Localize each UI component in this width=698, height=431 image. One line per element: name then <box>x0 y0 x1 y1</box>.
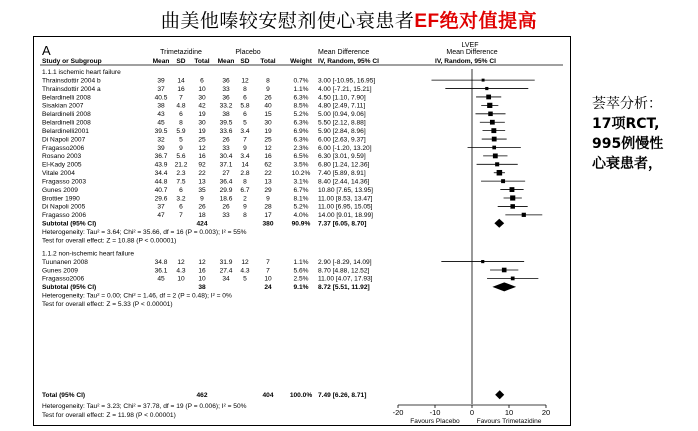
treatment-total: 10 <box>198 85 206 93</box>
placebo-total: 28 <box>264 203 272 211</box>
treatment-mean: 29.6 <box>154 195 168 203</box>
study-name: Fragasso 2003 <box>42 178 86 186</box>
weight: 5.6% <box>293 267 309 275</box>
placebo-sd: 2.8 <box>240 170 250 178</box>
side-note-line-2: 17项RCT, <box>592 116 660 132</box>
treatment-sd: 8 <box>179 119 183 127</box>
favours-right-label: Favours Trimetazidine <box>476 418 542 425</box>
study-name: Vitale 2004 <box>42 170 75 178</box>
placebo-total: 29 <box>264 186 272 194</box>
weight: 9.1% <box>293 284 309 292</box>
point-estimate-square <box>487 103 492 108</box>
column-header: IV, Random, 95% CI <box>318 58 379 65</box>
placebo-sd: 8 <box>243 85 247 93</box>
treatment-mean: 36.7 <box>154 153 168 161</box>
study-name: Fragasso 2006 <box>42 212 86 220</box>
treatment-total: 462 <box>196 392 208 399</box>
treatment-mean: 43.9 <box>154 161 168 169</box>
treatment-total: 10 <box>198 275 206 283</box>
study-name: Gunes 2009 <box>42 186 78 194</box>
placebo-sd: 3.4 <box>240 127 250 135</box>
treatment-total: 26 <box>198 203 206 211</box>
placebo-mean: 36 <box>222 94 230 102</box>
placebo-sd: 8 <box>243 212 247 220</box>
treatment-total: 13 <box>198 178 206 186</box>
placebo-sd: 3.4 <box>240 153 250 161</box>
weight: 6.5% <box>293 153 309 161</box>
point-estimate-square <box>492 146 496 150</box>
point-estimate-square <box>481 260 484 263</box>
study-name: Tuunanen 2008 <box>42 258 88 266</box>
placebo-sd: 9 <box>243 203 247 211</box>
placebo-mean: 26 <box>222 203 230 211</box>
treatment-mean: 38 <box>157 102 165 110</box>
placebo-mean: 27.4 <box>219 267 233 275</box>
point-estimate-square <box>510 187 515 192</box>
panel-label: A <box>42 43 51 58</box>
weight: 3.1% <box>293 178 309 186</box>
placebo-mean: 31.9 <box>219 258 233 266</box>
weight: 10.2% <box>291 170 311 178</box>
treatment-sd: 7.5 <box>176 178 186 186</box>
placebo-sd: 6.7 <box>240 186 250 194</box>
favours-left-label: Favours Placebo <box>410 418 460 425</box>
effect-ci-text: 7.40 [5.89, 8.91] <box>318 170 366 178</box>
effect-ci-text: 5.00 [0.94, 9.06] <box>318 111 366 119</box>
side-note-line-4: 心衰患者， <box>592 156 662 172</box>
placebo-mean: 39.5 <box>219 119 233 127</box>
study-name: Fragasso2006 <box>42 275 85 283</box>
subtotal-label: Subtotal (95% CI) <box>42 284 97 292</box>
placebo-sd: 9 <box>243 144 247 152</box>
heterogeneity-text: Heterogeneity: Tau² = 3.64; Chi² = 35.66, df = 16 (P = 0.003); I² = 55% <box>42 228 247 236</box>
placebo-total: 40 <box>264 102 272 110</box>
summary-diamond <box>494 219 504 228</box>
study-name: Thrainsdottir 2004 b <box>42 77 101 85</box>
placebo-sd: 7 <box>243 136 247 144</box>
weight: 5.2% <box>293 111 309 119</box>
study-name: El-Kady 2005 <box>42 161 82 169</box>
placebo-total: 19 <box>264 127 272 135</box>
weight: 90.9% <box>291 220 311 228</box>
weight: 2.5% <box>293 275 309 283</box>
placebo-sd: 12 <box>241 258 249 266</box>
slide-title-highlight: EF绝对值提高 <box>414 11 538 32</box>
treatment-sd: 10 <box>177 275 185 283</box>
outcome-label: LVEF <box>461 42 479 49</box>
overall-effect-test: Test for overall effect: Z = 5.33 (P < 0.00001) <box>42 300 173 308</box>
column-header: SD <box>176 58 186 65</box>
treatment-sd: 5.6 <box>176 153 186 161</box>
placebo-total: 62 <box>264 161 272 169</box>
point-estimate-square <box>485 87 488 90</box>
placebo-mean: 37.1 <box>219 161 233 169</box>
x-tick-label: 0 <box>469 408 475 417</box>
point-estimate-square <box>511 277 515 281</box>
treatment-mean: 43 <box>157 111 165 119</box>
placebo-total: 15 <box>264 111 272 119</box>
placebo-sd: 6 <box>243 94 247 102</box>
placebo-sd: 5 <box>243 275 247 283</box>
placebo-total: 404 <box>262 392 274 399</box>
weight: 6.3% <box>293 136 309 144</box>
treatment-total: 92 <box>198 161 206 169</box>
effect-ci-text: 8.40 [2.44, 14.36] <box>318 178 370 186</box>
treatment-sd: 6 <box>179 203 183 211</box>
treatment-total: 42 <box>198 102 206 110</box>
treatment-total: 25 <box>198 136 206 144</box>
point-estimate-square <box>497 170 503 176</box>
treatment-sd: 12 <box>177 258 185 266</box>
placebo-mean: 33.2 <box>219 102 233 110</box>
effect-ci-text: 7.49 [6.26, 8.71] <box>318 392 367 399</box>
study-name: Fragasso2006 <box>42 144 85 152</box>
placebo-mean: 33 <box>222 85 230 93</box>
placebo-total: 26 <box>264 94 272 102</box>
study-name: Gunes 2009 <box>42 267 78 275</box>
placebo-total: 8 <box>266 77 270 85</box>
treatment-total: 35 <box>198 186 206 194</box>
column-header: Total <box>260 58 276 65</box>
treatment-mean: 39 <box>157 144 165 152</box>
placebo-mean: 38 <box>222 111 230 119</box>
treatment-sd: 21.2 <box>174 161 188 169</box>
column-header: Mean <box>152 58 170 65</box>
point-estimate-square <box>482 79 485 82</box>
placebo-sd: 2 <box>243 195 247 203</box>
point-estimate-square <box>486 95 491 100</box>
treatment-sd: 2.3 <box>176 170 186 178</box>
column-header: SD <box>240 58 250 65</box>
placebo-total: 12 <box>264 144 272 152</box>
placebo-sd: 14 <box>241 161 249 169</box>
effect-ci-text: 6.00 [2.63, 9.37] <box>318 136 366 144</box>
treatment-mean: 44.8 <box>154 178 168 186</box>
effect-ci-text: 4.50 [1.10, 7.90] <box>318 94 366 102</box>
study-name: Di Napoli 2005 <box>42 203 86 211</box>
placebo-sd: 4.3 <box>240 267 250 275</box>
subgroup-title: 1.1.2 non-ischemic heart failure <box>42 250 134 258</box>
control-group-header: Placebo <box>235 49 261 56</box>
weight: 100.0% <box>289 392 313 399</box>
weight: 1.1% <box>293 258 309 266</box>
column-header: Total <box>194 58 210 65</box>
placebo-total: 7 <box>266 258 270 266</box>
treatment-total: 424 <box>196 220 208 228</box>
point-estimate-square <box>492 137 497 142</box>
placebo-total: 22 <box>264 170 272 178</box>
treatment-sd: 3.2 <box>176 195 186 203</box>
treatment-mean: 32 <box>157 136 165 144</box>
placebo-mean: 36 <box>222 77 230 85</box>
treatment-total: 19 <box>198 111 206 119</box>
effect-header-left: Mean Difference <box>318 49 370 56</box>
effect-ci-text: 11.00 [8.53, 13.47] <box>318 195 373 203</box>
point-estimate-square <box>522 213 526 217</box>
subtotal-label: Total (95% CI) <box>42 392 86 399</box>
study-name: Belardinelli 2008 <box>42 94 91 102</box>
point-estimate-square <box>501 179 505 183</box>
treatment-sd: 4.3 <box>176 267 186 275</box>
placebo-total: 7 <box>266 267 270 275</box>
treatment-total: 9 <box>200 195 204 203</box>
study-name: Sisakian 2007 <box>42 102 84 110</box>
placebo-sd: 12 <box>241 77 249 85</box>
summary-diamond <box>492 282 516 291</box>
treatment-mean: 40.7 <box>154 186 168 194</box>
treatment-mean: 34.8 <box>154 258 168 266</box>
weight: 6.3% <box>293 119 309 127</box>
treatment-total: 22 <box>198 170 206 178</box>
placebo-mean: 33.6 <box>219 127 233 135</box>
column-header: IV, Random, 95% CI <box>435 58 496 65</box>
treatment-mean: 39 <box>157 77 165 85</box>
placebo-mean: 36.4 <box>219 178 233 186</box>
study-name: Di Napoli 2007 <box>42 136 86 144</box>
study-name: Thrainsdottir 2004 a <box>42 85 101 93</box>
effect-ci-text: 11.00 [4.07, 17.93] <box>318 275 373 283</box>
placebo-total: 30 <box>264 119 272 127</box>
treatment-total: 30 <box>198 94 206 102</box>
placebo-mean: 26 <box>222 136 230 144</box>
study-name: Brottier 1990 <box>42 195 80 203</box>
treatment-sd: 5.9 <box>176 127 186 135</box>
placebo-total: 380 <box>262 220 274 228</box>
treatment-mean: 34.4 <box>154 170 168 178</box>
effect-ci-text: 6.80 [1.24, 12.36] <box>318 161 370 169</box>
placebo-total: 16 <box>264 153 272 161</box>
treatment-total: 16 <box>198 153 206 161</box>
treatment-mean: 45 <box>157 275 165 283</box>
study-name: Belardinelli 2008 <box>42 111 91 119</box>
x-tick-label: 10 <box>504 408 514 417</box>
treatment-sd: 14 <box>177 77 185 85</box>
effect-ci-text: 5.90 [2.84, 8.96] <box>318 127 366 135</box>
placebo-total: 25 <box>264 136 272 144</box>
overall-effect-test: Test for overall effect: Z = 10.88 (P < 0.00001) <box>42 237 177 245</box>
effect-ci-text: 11.00 [6.95, 15.05] <box>318 203 373 211</box>
weight: 1.1% <box>293 85 309 93</box>
placebo-mean: 34 <box>222 275 230 283</box>
effect-ci-text: 3.00 [-10.95, 16.95] <box>318 77 376 85</box>
study-name: Belardinelli2001 <box>42 127 89 135</box>
x-tick-label: -10 <box>429 408 441 417</box>
treatment-mean: 37 <box>157 85 165 93</box>
placebo-total: 9 <box>266 85 270 93</box>
weight: 2.3% <box>293 144 309 152</box>
study-name: Rosano 2003 <box>42 153 82 161</box>
effect-ci-text: 6.30 [3.01, 9.59] <box>318 153 366 161</box>
side-note <box>592 94 698 174</box>
placebo-sd: 5.8 <box>240 102 250 110</box>
column-header: Mean <box>217 58 235 65</box>
placebo-sd: 5 <box>243 119 247 127</box>
treatment-mean: 39.5 <box>154 127 168 135</box>
side-note-line-3: 995例慢性 <box>592 136 664 152</box>
treatment-sd: 7 <box>179 94 183 102</box>
heterogeneity-text: Heterogeneity: Tau² = 0.00; Chi² = 1.46, df = 2 (P = 0.48); I² = 0% <box>42 292 232 300</box>
effect-ci-text: 4.80 [2.49, 7.11] <box>318 102 366 110</box>
treatment-total: 16 <box>198 267 206 275</box>
treatment-total: 18 <box>198 212 206 220</box>
point-estimate-square <box>495 162 499 166</box>
treatment-sd: 9 <box>179 144 183 152</box>
treatment-mean: 40.5 <box>154 94 168 102</box>
effect-ci-text: 10.80 [7.65, 13.95] <box>318 186 373 194</box>
column-header: Weight <box>290 58 312 65</box>
effect-ci-text: 5.50 [2.12, 8.88] <box>318 119 366 127</box>
treatment-total: 19 <box>198 127 206 135</box>
effect-ci-text: 14.00 [9.01, 18.99] <box>318 212 373 220</box>
placebo-mean: 18.6 <box>219 195 233 203</box>
placebo-mean: 30.4 <box>219 153 233 161</box>
study-name: Belardinelli 2008 <box>42 119 91 127</box>
effect-ci-text: 8.70 [4.88, 12.52] <box>318 267 370 275</box>
placebo-mean: 27 <box>222 170 230 178</box>
treatment-total: 12 <box>198 258 206 266</box>
point-estimate-square <box>502 268 507 273</box>
treatment-total: 30 <box>198 119 206 127</box>
weight: 3.5% <box>293 161 309 169</box>
placebo-sd: 6 <box>243 111 247 119</box>
weight: 8.5% <box>293 102 309 110</box>
slide-title-text: 曲美他嗪较安慰剂使心衰患者 <box>160 10 415 32</box>
subtotal-label: Subtotal (95% CI) <box>42 220 97 228</box>
side-note-line-1: 荟萃分析： <box>592 96 662 112</box>
total-effect-test: Test for overall effect: Z = 11.98 (P < 0.00001) <box>42 412 176 419</box>
treatment-mean: 47 <box>157 212 165 220</box>
treatment-sd: 4.8 <box>176 102 186 110</box>
weight: 6.3% <box>293 94 309 102</box>
point-estimate-square <box>493 153 498 158</box>
treatment-sd: 16 <box>177 85 185 93</box>
treatment-total: 12 <box>198 144 206 152</box>
treatment-mean: 45 <box>157 119 165 127</box>
weight: 6.9% <box>293 127 309 135</box>
treatment-total: 6 <box>200 77 204 85</box>
effect-ci-text: 6.00 [-1.20, 13.20] <box>318 144 372 152</box>
point-estimate-square <box>490 120 495 125</box>
x-tick-label: -20 <box>392 408 404 417</box>
placebo-sd: 8 <box>243 178 247 186</box>
point-estimate-square <box>488 112 493 117</box>
effect-ci-text: 8.72 [5.51, 11.92] <box>318 284 370 292</box>
weight: 4.0% <box>293 212 309 220</box>
placebo-mean: 33 <box>222 144 230 152</box>
subgroup-title: 1.1.1 ischemic heart failure <box>42 69 121 76</box>
treatment-sd: 7 <box>179 212 183 220</box>
placebo-mean: 33 <box>222 212 230 220</box>
effect-ci-text: 4.00 [-7.21, 15.21] <box>318 85 372 93</box>
summary-diamond <box>495 390 504 399</box>
weight: 8.1% <box>293 195 309 203</box>
treatment-sd: 6 <box>179 186 183 194</box>
placebo-total: 13 <box>264 178 272 186</box>
effect-ci-text: 2.90 [-8.29, 14.09] <box>318 258 372 266</box>
placebo-total: 10 <box>264 275 272 283</box>
treatment-mean: 37 <box>157 203 165 211</box>
treatment-mean: 36.1 <box>154 267 168 275</box>
weight: 0.7% <box>293 77 309 85</box>
column-header: Study or Subgroup <box>42 58 102 65</box>
point-estimate-square <box>491 128 496 133</box>
weight: 6.7% <box>293 186 309 194</box>
effect-header-right: Mean Difference <box>446 49 498 56</box>
placebo-total: 24 <box>264 284 272 292</box>
point-estimate-square <box>510 204 515 209</box>
treatment-group-header: Trimetazidine <box>160 49 202 56</box>
treatment-sd: 5 <box>179 136 183 144</box>
weight: 5.2% <box>293 203 309 211</box>
x-tick-label: 20 <box>541 408 551 417</box>
treatment-sd: 6 <box>179 111 183 119</box>
placebo-total: 17 <box>264 212 272 220</box>
effect-ci-text: 7.37 [6.05, 8.70] <box>318 220 367 228</box>
placebo-total: 9 <box>266 195 270 203</box>
treatment-total: 38 <box>198 284 206 292</box>
point-estimate-square <box>510 195 515 200</box>
total-heterogeneity-text: Heterogeneity: Tau² = 3.23; Chi² = 37.78, df = 19 (P = 0.006); I² = 50% <box>42 403 247 410</box>
placebo-mean: 29.9 <box>219 186 233 194</box>
